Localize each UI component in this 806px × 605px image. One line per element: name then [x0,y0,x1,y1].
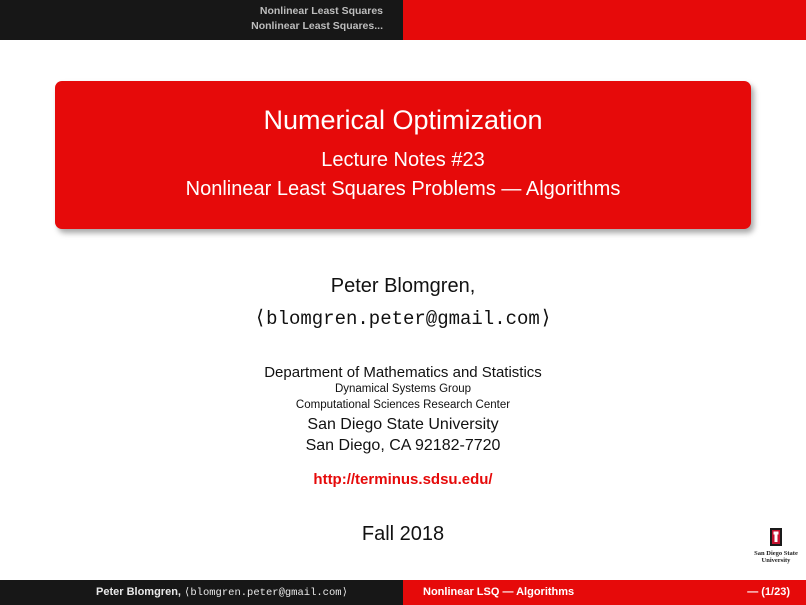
city-address: San Diego, CA 92182-7720 [305,437,501,454]
header-nav-panel [0,0,403,40]
header-accent-panel [403,0,806,40]
footer-author-email: ⟨blomgren.peter@gmail.com⟩ [184,587,348,599]
header-bar [0,0,806,40]
slide-title: Numerical Optimization [263,105,543,135]
footer-short-title: Nonlinear LSQ — Algorithms [423,586,575,598]
title-block [55,81,751,229]
author-name: Peter Blomgren, [330,275,476,297]
footer-page-number: — (1/23) [747,586,790,598]
email-address: blomgren.peter@gmail.com [266,308,540,330]
section-link-nonlinear-least-squares[interactable]: Nonlinear Least Squares [259,5,383,17]
research-group: Dynamical Systems Group [334,383,472,395]
author-email [0,305,806,330]
footer-right-panel [403,580,806,605]
lecture-number: Lecture Notes #23 [321,149,485,171]
subsection-link-nonlinear-least-squares[interactable]: Nonlinear Least Squares... [251,20,383,32]
footer-author-name: Peter Blomgren, [96,586,181,598]
date: Fall 2018 [361,523,445,545]
footer-left-panel [0,580,403,605]
lecture-topic: Nonlinear Least Squares Problems — Algorithms [185,178,621,200]
sdsu-logo [746,526,806,572]
website-link[interactable]: http://terminus.sdsu.edu/ [313,471,493,488]
logo-line-2: University [761,557,791,564]
email-open-bracket: ⟨ [254,305,267,329]
logo-line-1: San Diego State [754,550,798,557]
sdsu-logo-icon [746,526,806,550]
footer-author [96,586,348,599]
footer-bar [0,580,806,605]
department: Department of Mathematics and Statistics [264,364,542,381]
email-close-bracket: ⟩ [539,305,552,329]
research-center: Computational Sciences Research Center [295,399,511,411]
university: San Diego State University [307,416,499,433]
